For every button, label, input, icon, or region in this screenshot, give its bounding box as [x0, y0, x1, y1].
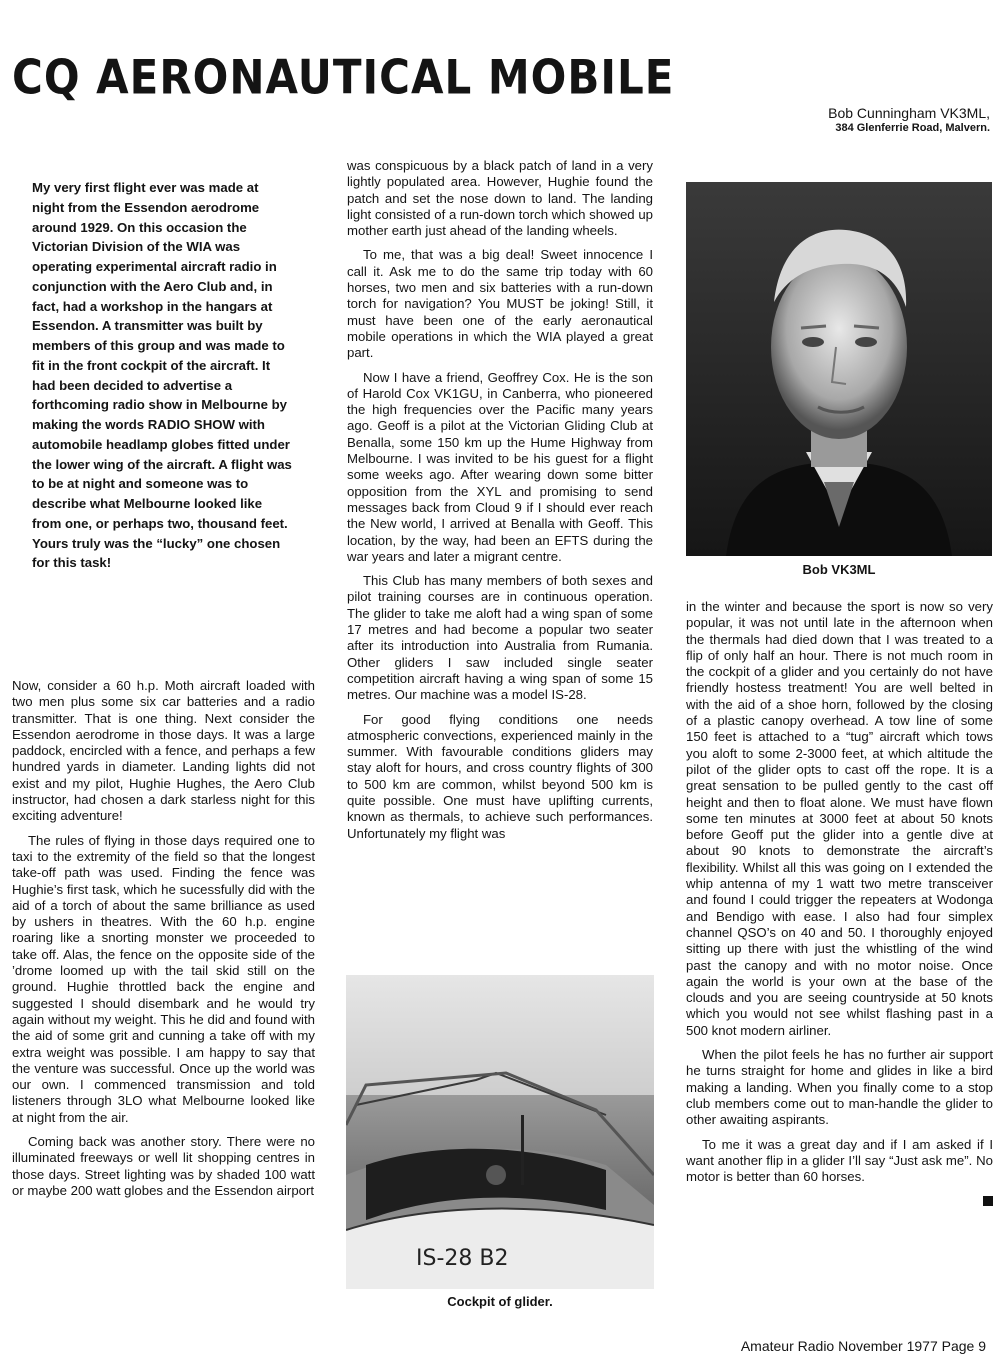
glider-registration-text: IS-28 B2: [416, 1246, 509, 1271]
body-paragraph: The rules of flying in those days required one to taxi to the extremity of the field so that the longest take-off path was used. Finding the fence was Hughie’s first task, which he sucessfully did with the aid of a torch of about the same brilliance as used by ushers in theatres. With the 60 h.p. engine roaring like a snorting monster we proceeded to take off. Alas, the fence on the opposite side of the ’drome loomed up with the tail skid still on the ground. Hughie throttled back the engine and suggested I should disembark and he would try again without my weight. This he did and found with the aid of some grit and cunning a take off with my extra weight was possible. I am happy to say that the venture was successful. Once up the world was our own. I commenced transmission and told listeners through 3LO what Melbourne looked like at night from the air.: [12, 832, 315, 1125]
body-paragraph: Now I have a friend, Geoffrey Cox. He is the son of Harold Cox VK1GU, in Canberra, who pioneered the high frequencies over the Pacific many years ago. Geoff is a pilot at the Victorian Gliding Club at Benalla, some 150 km up the Hume Highway from Melbourne. I was invited to be his guest for a flight some weeks ago. After wearing down some bitter opposition from the XYL and promising to send messages back from Cloud 9 if I should ever reach the New world, I arrived at Benalla with Geoff. This location, by the way, had been an EFTS during the war years and later a migrant centre.: [347, 369, 653, 564]
body-paragraph: Now, consider a 60 h.p. Moth aircraft loaded with two men plus some six car batteries and a radio transmitter. That is one thing. Next consider the Essendon aerodrome in those days. It was a large paddock, encircled with a fence, and perhaps a few hundred yards in diameter. Landing lights did not exist and my pilot, Hughie Hughes, the Aero Club instructor, had chosen a dark starless night for this exciting adventure!: [12, 678, 315, 824]
portrait-photo: [686, 182, 992, 556]
cockpit-photo: [346, 975, 654, 1289]
author-address: 384 Glenferrie Road, Malvern.: [835, 122, 990, 134]
portrait-caption: Bob VK3ML: [802, 562, 876, 577]
author-name: Bob Cunningham VK3ML,: [828, 105, 990, 121]
intro-paragraph: My very first flight ever was made at night from the Essendon aerodrome around 1929. On this occasion the Victorian Division of the WIA was operating experimental aircraft radio in conjunction with the Aero Club and, in fact, had a workshop in the hangars at Essendon. A transmitter was built by members of this group and was made to fit in the front cockpit of the aircraft. It had been decided to advertise a forthcoming radio show in Melbourne by making the words RADIO SHOW with automobile headlamp globes fitted under the lower wing of the aircraft. A flight was to be at night and someone was to describe what Melbourne looked like from one, or perhaps two, thousand feet. Yours truly was the “lucky” one chosen for this task!: [32, 180, 292, 571]
body-paragraph: For good flying conditions one needs atmospheric convections, experienced mainly in the summer. With favourable conditions gliders may stay aloft for hours, and cross country flights of 300 to 500 km are common, whilst beyond 500 km is quite possible. One must have uplifting currents, known as thermals, to achieve such performances. Unfortunately my flight was: [347, 711, 653, 841]
article-title: CQ AERONAUTICAL MOBILE: [12, 50, 675, 105]
body-paragraph: in the winter and because the sport is now so very popular, it was not until late in the afternoon when the thermals had died down that I was treated to a flip of only half an hour. There is not much room in the cockpit of a glider and you certainly do not have friendly hostess treatment! You are well belted in with the aid of a shoe horn, followed by the closing of a plastic canopy overhead. A tow line of some 150 feet is attached to a “tug” aircraft which tows you aloft to some 2-3000 feet, at which altitude the pilot of the glider opts to cast off the rope. It is a great sensation to be pulled gently to the cast off height and then to float alone. We must have flown some ten minutes at 3000 feet at about 50 knots before Geoff put the glider into a gentle dive at about 90 knots to demonstrate the aircraft’s flexibility. Whilst all this was going on I extended the whip antenna of my 1 watt two metre transceiver and found I could trigger the repeaters at Wodonga and Bendigo with ease. I also had four simplex channel QSO’s on 40 and 50. I thoroughly enjoyed sitting up there with just the whistling of the wind past the canopy and with no motor noise. Once again the world is your own at the base of the clouds and you are seeing countryside at 50 knots which you would not see whilst flashing past in a 500 knot modern airliner.: [686, 599, 993, 1038]
page-footer: Amateur Radio November 1977 Page 9: [740, 1338, 986, 1354]
body-paragraph: To me, that was a big deal! Sweet innocence I call it. Ask me to do the same trip today with 60 horses, two men and six batteries with a run-down torch for navigation? You MUST be joking! Still, it must have been one of the early aeronautical mobile operations in which the WIA played a great part.: [347, 247, 653, 361]
glider-cockpit-illustration: [346, 975, 654, 1289]
body-paragraph: was conspicuous by a black patch of land in a very lightly populated area. However, Hughie found the patch and set the nose down to land. The landing light consisted of a run-down torch which showed up mother earth just ahead of the landing wheels.: [347, 158, 653, 239]
portrait-illustration: [686, 182, 992, 556]
column-3-body: [686, 599, 993, 1206]
body-paragraph: When the pilot feels he has no further air support he turns straight for home and glides in like a bird making a landing. When you finally come to a stop club members come out to man-handle the glider to other awaiting aspirants.: [686, 1047, 993, 1128]
body-paragraph: To me it was a great day and if I am asked if I want another flip in a glider I’ll say “Just ask me”. No motor is better than 60 horses.: [686, 1136, 993, 1185]
body-paragraph: Coming back was another story. There were no illuminated freeways or well lit shopping centres in those days. Street lighting was by shaded 100 watt or maybe 200 watt globes and the Essendon airport: [12, 1134, 315, 1198]
body-paragraph: This Club has many members of both sexes and pilot training courses are in continuous operation. The glider to take me aloft had a wing span of some 17 metres and had become a popular two seater after its introduction into Australia from Rumania. Other gliders I saw included single seater competition aircraft having a wing span of some 15 metres. Our machine was a model IS-28.: [347, 573, 653, 703]
column-1-body: [12, 678, 315, 1207]
column-2-body: [347, 158, 653, 850]
cockpit-caption: Cockpit of glider.: [447, 1294, 553, 1309]
end-of-article-mark: [983, 1196, 993, 1206]
